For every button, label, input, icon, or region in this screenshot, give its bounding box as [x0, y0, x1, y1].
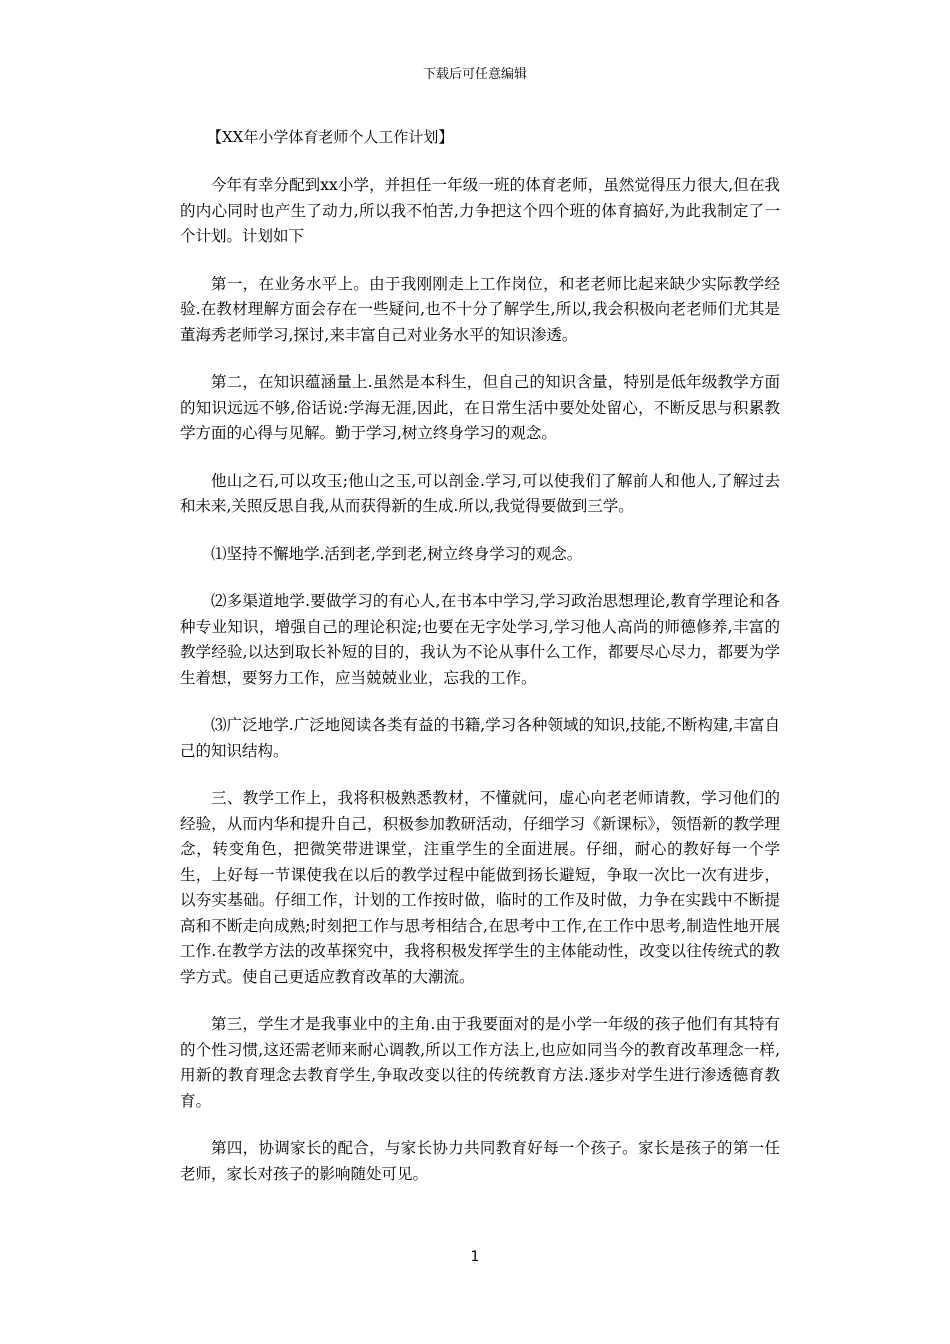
paragraph-learn-1: ⑴坚持不懈地学.活到老,学到老,树立终身学习的观念。: [211, 544, 583, 563]
paragraph-learn-3: ⑶广泛地学.广泛地阅读各类有益的书籍,学习各种领域的知识,技能,不断构建,丰富自己的知识结构。: [180, 716, 780, 760]
document-title: 【XX年小学体育老师个人工作计划】: [207, 128, 454, 146]
paragraph-third-point: 第三，学生才是我事业中的主角.由于我要面对的是小学一年级的孩子他们有其特有的个性习惯,这还需老师来耐心调教,所以工作方法上,也应如同当今的教育改革理念一样,用新的教育理念去教育学生,争取改变以往的传统教育方法.逐步对学生进行渗透德育教育。: [180, 1015, 780, 1110]
paragraph-first-point: 第一，在业务水平上。由于我刚刚走上工作岗位，和老老师比起来缺少实际教学经验.在教材理解方面会存在一些疑问,也不十分了解学生,所以,我会积极向老老师们尤其是董海秀老师学习,探讨,来丰富自己对业务水平的知识渗透。: [180, 274, 780, 344]
paragraph-second-point: 第二，在知识蕴涵量上.虽然是本科生，但自己的知识含量，特别是低年级教学方面的知识远远不够,俗话说:学海无涯,因此，在日常生活中要处处留心，不断反思与积累教学方面的心得与见解。勤于学习,树立终身学习的观念。: [180, 373, 780, 442]
page-header-note: 下载后可任意编辑: [422, 67, 527, 82]
paragraph-intro: 今年有幸分配到xx小学，并担任一年级一班的体育老师，虽然觉得压力很大,但在我的内心同时也产生了动力,所以我不怕苦,力争把这个四个班的体育搞好,为此我制定了一个计划。计划如下: [180, 176, 780, 245]
paragraph-learning: 他山之石,可以攻玉;他山之玉,可以剖金.学习,可以使我们了解前人和他人,了解过去和未来,关照反思自我,从而获得新的生成.所以,我觉得要做到三学。: [180, 471, 780, 515]
paragraph-learn-2: ⑵多渠道地学.要做学习的有心人,在书本中学习,学习政治思想理论,教育学理论和各种专业知识，增强自己的理论积淀;也要在无字处学习,学习他人高尚的师德修养,丰富的教学经验,以达到取长补短的目的，我认为不论从事什么工作，都要尽心尽力，都要为学生着想，要努力工作，应当兢兢业业，忘我的工作。: [180, 592, 780, 687]
document-body: [180, 173, 780, 1209]
paragraph-fourth-point: 第四，协调家长的配合，与家长协力共同教育好每一个孩子。家长是孩子的第一任老师，家长对孩子的影响随处可见。: [180, 1139, 780, 1183]
page-number: 1: [470, 1249, 480, 1265]
paragraph-teaching-work: 三、教学工作上，我将积极熟悉教材，不懂就问，虚心向老老师请教，学习他们的经验，从而内华和提升自己，积极参加教研活动，仔细学习《新课标》，领悟新的教学理念，转变角色，把微笑带进课堂，注重学生的全面进展。仔细，耐心的教好每一个学生，上好每一节课使我在以后的教学过程中能做到扬长避短，争取一次比一次有进步，以夯实基础。仔细工作，计划的工作按时做，临时的工作及时做，力争在实践中不断提高和不断走向成熟;时刻把工作与思考相结合,在思考中工作,在工作中思考,制造性地开展工作.在教学方法的改革探究中，我将积极发挥学生的主体能动性，改变以往传统式的教学方式。使自己更适应教育改革的大潮流。: [180, 789, 780, 986]
